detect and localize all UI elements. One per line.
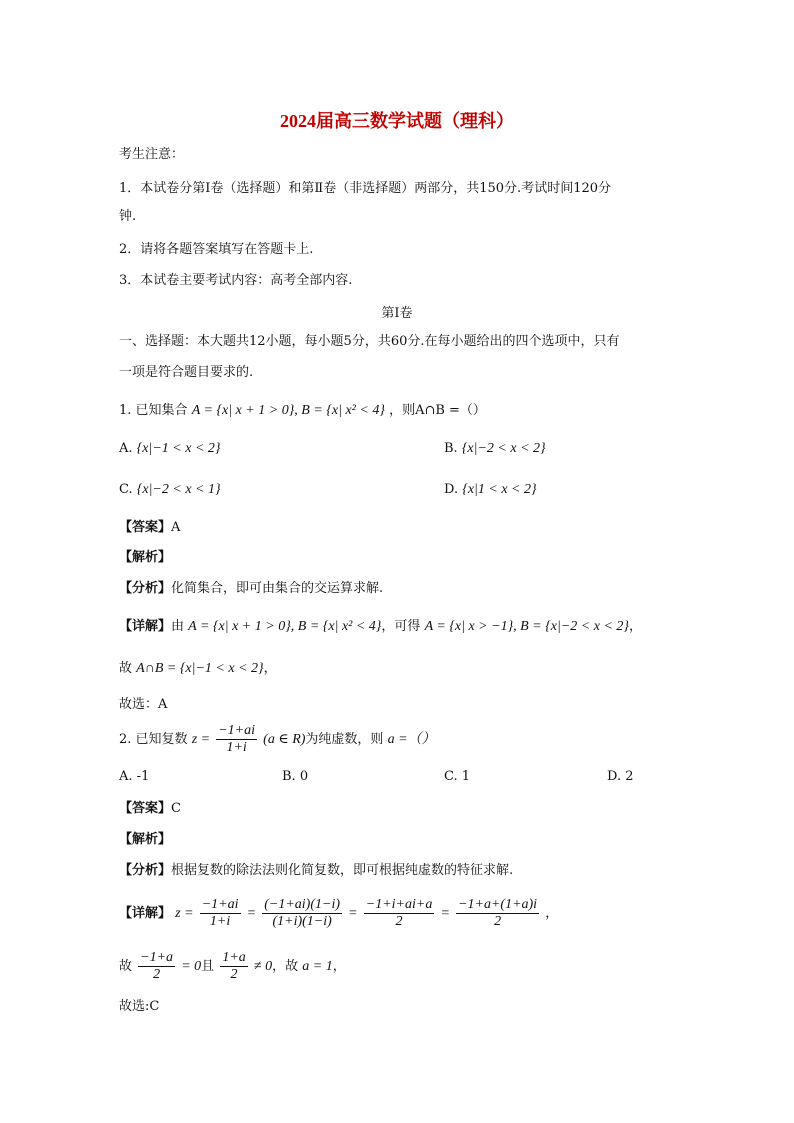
q1-option-a: A. {x|−1 < x < 2}	[119, 441, 221, 456]
q1-sets: A = {x| x + 1 > 0}, B = {x| x² < 4}	[191, 403, 385, 418]
notice-line-1: 1．本试卷分第Ⅰ卷（选择题）和第Ⅱ卷（非选择题）两部分，共150分.考试时间120分	[119, 181, 612, 196]
q2-fraction: $\frac{-1+ai}{1+i}$	[218, 723, 256, 755]
q1-option-b: B. {x|−2 < x < 2}	[444, 441, 546, 456]
q2-analysis-tag: 【解析】	[119, 832, 172, 847]
q2-answer: 【答案】C	[119, 801, 181, 816]
q1-option-d: D. {x|1 < x < 2}	[444, 482, 537, 497]
q1-suffix: ，则A∩B =（）	[389, 403, 486, 418]
q2-cond-frac-1: $\frac{-1+a}{2}$	[140, 950, 174, 982]
q2-fenxi: 【分析】根据复数的除法法则化简复数，即可根据纯虚数的特征求解.	[119, 863, 514, 878]
notice-line-2: 钟.	[119, 209, 137, 224]
part-heading: 第Ⅰ卷	[381, 306, 413, 321]
q2-choose: 故选:C	[119, 999, 160, 1014]
page-title: 2024届高三数学试题（理科）	[280, 111, 514, 131]
q2-detail-frac-3: $\frac{-1+i+ai+a}{2}$	[365, 897, 433, 929]
q2-option-b: B. 0	[282, 769, 309, 784]
section-intro-1: 一、选择题：本大题共12小题，每小题5分，共60分.在每小题给出的四个选项中，只有	[119, 334, 620, 349]
q1-answer: 【答案】A	[119, 520, 181, 535]
q1-detail-line-2: 故 A∩B = {x|−1 < x < 2}，	[119, 661, 277, 676]
q2-option-d: D. 2	[607, 769, 634, 784]
q2-detail-frac-1: $\frac{-1+ai}{1+i}$	[201, 897, 239, 929]
q2-detail-frac-4: $\frac{-1+a+(1+a)i}{2}$	[458, 897, 538, 929]
q1-prefix: 1. 已知集合	[119, 403, 188, 418]
section-intro-2: 一项是符合题目要求的.	[119, 365, 254, 380]
q2-option-c: C. 1	[444, 769, 471, 784]
q1-fenxi: 【分析】化简集合，即可由集合的交运算求解.	[119, 581, 384, 596]
q2-detail-line-2: 故 $\frac{-1+a}{2}$ = 0且 $\frac{1+a}{2}$ ≠ 0，故 a = 1，	[119, 950, 346, 982]
q1-option-c: C. {x|−2 < x < 1}	[119, 482, 221, 497]
q1-stem	[119, 399, 486, 419]
notice-line-3: 2．请将各题答案填写在答题卡上.	[119, 242, 314, 257]
q2-detail-line-1: 【详解】 z = $\frac{-1+ai}{1+i}$ = $\frac{(-1+ai)(1-i)}{(1+i)(1-i)}$ = $\frac{-1+i+ai+a}{2}$ = $\frac{-1+a+(1+a)i}{2}$ ，	[119, 897, 559, 929]
q2-stem: 2. 已知复数 z = $\frac{-1+ai}{1+i}$ (a ∈ R)为纯虚数，则 a =（）	[119, 723, 436, 755]
q1-analysis-tag: 【解析】	[119, 550, 172, 565]
q1-detail-line-1: 【详解】由 A = {x| x + 1 > 0}, B = {x| x² < 4}，可得 A = {x| x > −1}, B = {x|−2 < x < 2}，	[119, 619, 643, 634]
q2-cond-frac-2: $\frac{1+a}{2}$	[222, 950, 246, 982]
q2-detail-frac-2: $\frac{(-1+ai)(1-i)}{(1+i)(1-i)}$	[264, 897, 341, 929]
q1-choose: 故选：A	[119, 697, 168, 712]
q2-option-a: A. -1	[119, 769, 150, 784]
notice-line-4: 3．本试卷主要考试内容：高考全部内容.	[119, 273, 353, 288]
notice-heading: 考生注意：	[119, 147, 185, 162]
